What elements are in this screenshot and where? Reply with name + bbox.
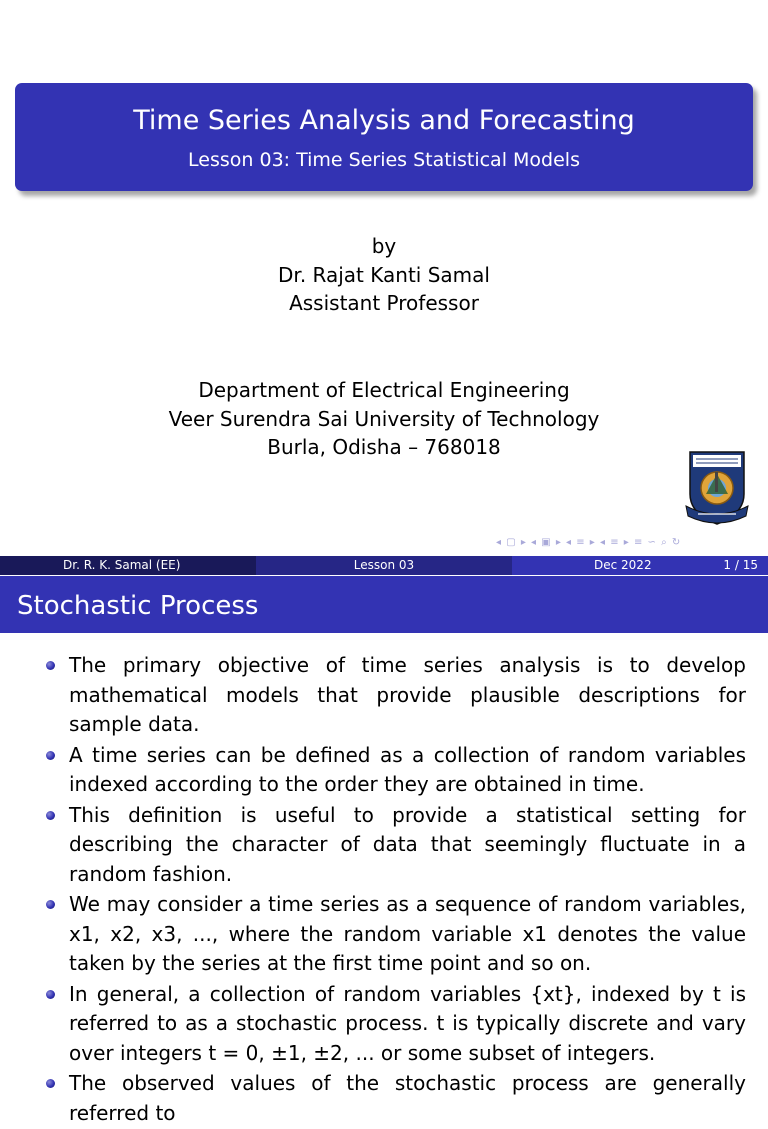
bullet-text: This definition is useful to provide a statistical setting for describing the character of data that seemingly fluctuate in a random fashion.: [69, 802, 746, 886]
bullet-icon: [46, 990, 55, 999]
by-label: by: [371, 234, 397, 258]
list-item: [0, 741, 768, 800]
bullet-icon: [46, 1079, 55, 1088]
author-name: Dr. Rajat Kanti Samal: [278, 262, 490, 287]
presentation-title: Time Series Analysis and Forecasting: [133, 105, 635, 136]
title-box: [15, 83, 753, 191]
beamer-navigation-symbols[interactable]: ◂ ▢ ▸ ◂ ▣ ▸ ◂ ≡ ▸ ◂ ≡ ▸ ≡ ∽ ⌕ ↻: [496, 537, 682, 548]
bullet-text: In general, a collection of random variables {xt}, indexed by t is referred to as a stochastic process. t is typically discrete and vary over integers t = 0, ±1, ±2, ... or some subset of integers.: [69, 981, 746, 1065]
bullet-icon: [46, 661, 55, 670]
content-slide: [0, 576, 768, 1125]
list-item: [0, 890, 768, 979]
footer-author: Dr. R. K. Samal (EE): [63, 558, 181, 572]
university-seal-icon: [684, 448, 750, 528]
bullet-text: The primary objective of time series analysis is to develop mathematical models that provide plausible descriptions for sample data.: [69, 653, 746, 736]
bullet-text: We may consider a time series as a sequence of random variables, x1, x2, x3, ..., where the random variable x1 denotes the value taken by the series at the first time point and so on.: [69, 892, 746, 975]
list-item: [0, 1069, 768, 1128]
address: Burla, Odisha – 768018: [267, 435, 501, 459]
list-item: [0, 651, 768, 740]
presentation-subtitle: Lesson 03: Time Series Statistical Models: [188, 149, 580, 171]
footer-date-section: [512, 556, 768, 575]
list-item: [0, 801, 768, 890]
author-position: Assistant Professor: [289, 291, 479, 315]
bullet-text: The observed values of the stochastic process are generally referred to: [69, 1071, 746, 1125]
university: Veer Surendra Sai University of Technology: [168, 406, 600, 431]
footer-title-section: [256, 556, 512, 575]
bullet-icon: [46, 811, 55, 820]
footer-date: Dec 2022: [594, 558, 652, 572]
bullet-list: [0, 651, 768, 1129]
frame-title: Stochastic Process: [17, 591, 259, 621]
author-block: [0, 232, 768, 318]
footer-lesson: Lesson 03: [353, 558, 415, 572]
frame-title-bar: [0, 576, 768, 633]
footer-author-section: [0, 556, 256, 575]
department: Department of Electrical Engineering: [198, 378, 570, 402]
bullet-icon: [46, 751, 55, 760]
institute-block: [0, 376, 768, 462]
bullet-icon: [46, 900, 55, 909]
footer-page-number: 1 / 15: [723, 558, 758, 572]
slide-footer: [0, 556, 768, 575]
bullet-text: A time series can be defined as a collection of random variables indexed according to the order they are obtained in time.: [69, 742, 746, 796]
